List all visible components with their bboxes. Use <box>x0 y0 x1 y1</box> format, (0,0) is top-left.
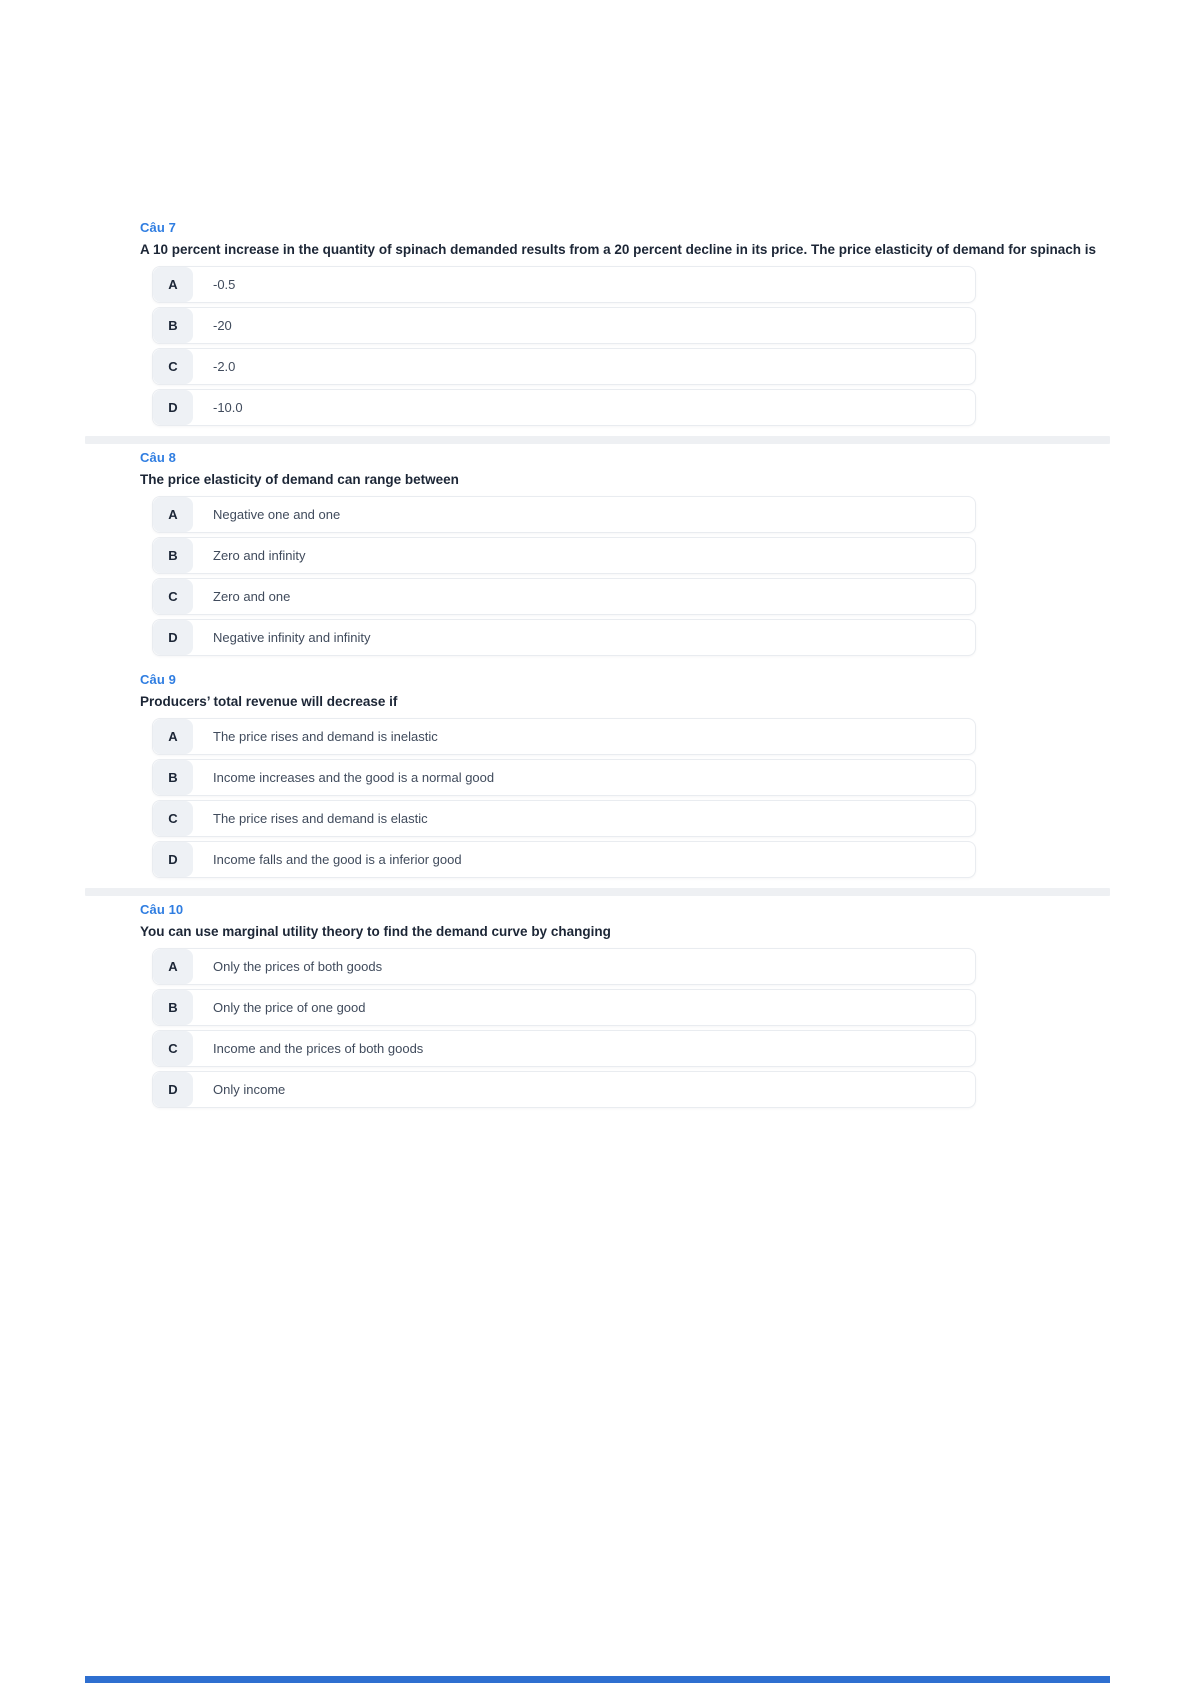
option-letter-badge: D <box>153 390 193 425</box>
answer-option-a[interactable] <box>152 266 976 303</box>
answer-option-a[interactable] <box>152 718 976 755</box>
answer-option-b[interactable] <box>152 759 976 796</box>
answer-option-d[interactable] <box>152 1071 976 1108</box>
option-text: The price rises and demand is inelastic <box>213 728 438 744</box>
question-8 <box>140 450 976 656</box>
option-text: Only the prices of both goods <box>213 958 383 974</box>
answer-option-c[interactable] <box>152 1030 976 1067</box>
question-text: A 10 percent increase in the quantity of spinach demanded results from a 20 percent decline in its price. The price elasticity of demand for spinach is <box>140 242 1097 257</box>
quiz-content <box>140 220 1097 1108</box>
option-text: The price rises and demand is elastic <box>213 810 428 826</box>
option-letter-badge: A <box>153 949 193 984</box>
option-text: Only the price of one good <box>213 999 366 1015</box>
options-list <box>152 718 976 878</box>
question-number: Câu 9 <box>140 671 176 687</box>
option-text: Only income <box>213 1081 286 1097</box>
option-text: -0.5 <box>213 276 236 292</box>
question-text: Producers’ total revenue will decrease if <box>140 693 398 709</box>
option-text: Income increases and the good is a normal good <box>213 769 495 785</box>
option-letter-badge: C <box>153 1031 193 1066</box>
option-letter-badge: C <box>153 801 193 836</box>
options-list <box>152 948 976 1108</box>
option-letter-badge: B <box>153 990 193 1025</box>
option-letter-badge: C <box>153 579 193 614</box>
option-text: Income and the prices of both goods <box>213 1040 424 1056</box>
options-list <box>152 496 976 656</box>
answer-option-d[interactable] <box>152 619 976 656</box>
question-9 <box>140 672 976 878</box>
option-text: Negative one and one <box>213 506 341 522</box>
answer-option-d[interactable] <box>152 389 976 426</box>
options-list <box>152 266 976 426</box>
option-letter-badge: D <box>153 842 193 877</box>
option-letter-badge: B <box>153 538 193 573</box>
option-text: -20 <box>213 317 232 333</box>
option-letter-badge: B <box>153 308 193 343</box>
option-letter-badge: B <box>153 760 193 795</box>
answer-option-a[interactable] <box>152 948 976 985</box>
option-letter-badge: C <box>153 349 193 384</box>
option-letter-badge: A <box>153 497 193 532</box>
answer-option-b[interactable] <box>152 989 976 1026</box>
answer-option-a[interactable] <box>152 496 976 533</box>
answer-option-c[interactable] <box>152 348 976 385</box>
question-number: Câu 7 <box>140 220 176 235</box>
question-separator <box>85 436 1110 444</box>
question-number: Câu 8 <box>140 449 176 465</box>
question-text: You can use marginal utility theory to find the demand curve by changing <box>140 923 611 939</box>
answer-option-c[interactable] <box>152 800 976 837</box>
answer-option-c[interactable] <box>152 578 976 615</box>
option-text: -2.0 <box>213 358 236 374</box>
option-letter-badge: A <box>153 719 193 754</box>
option-text: Negative infinity and infinity <box>213 629 371 645</box>
option-letter-badge: A <box>153 267 193 302</box>
option-letter-badge: D <box>153 1072 193 1107</box>
question-7 <box>140 220 1097 426</box>
footer-bar <box>85 1676 1110 1683</box>
question-separator <box>85 888 1110 896</box>
question-number: Câu 10 <box>140 901 184 917</box>
option-text: -10.0 <box>213 399 243 415</box>
option-text: Income falls and the good is a inferior good <box>213 851 462 867</box>
question-text: The price elasticity of demand can range between <box>140 471 459 487</box>
question-10 <box>140 902 976 1108</box>
option-text: Zero and one <box>213 588 291 604</box>
option-letter-badge: D <box>153 620 193 655</box>
answer-option-d[interactable] <box>152 841 976 878</box>
option-text: Zero and infinity <box>213 547 306 563</box>
answer-option-b[interactable] <box>152 537 976 574</box>
answer-option-b[interactable] <box>152 307 976 344</box>
